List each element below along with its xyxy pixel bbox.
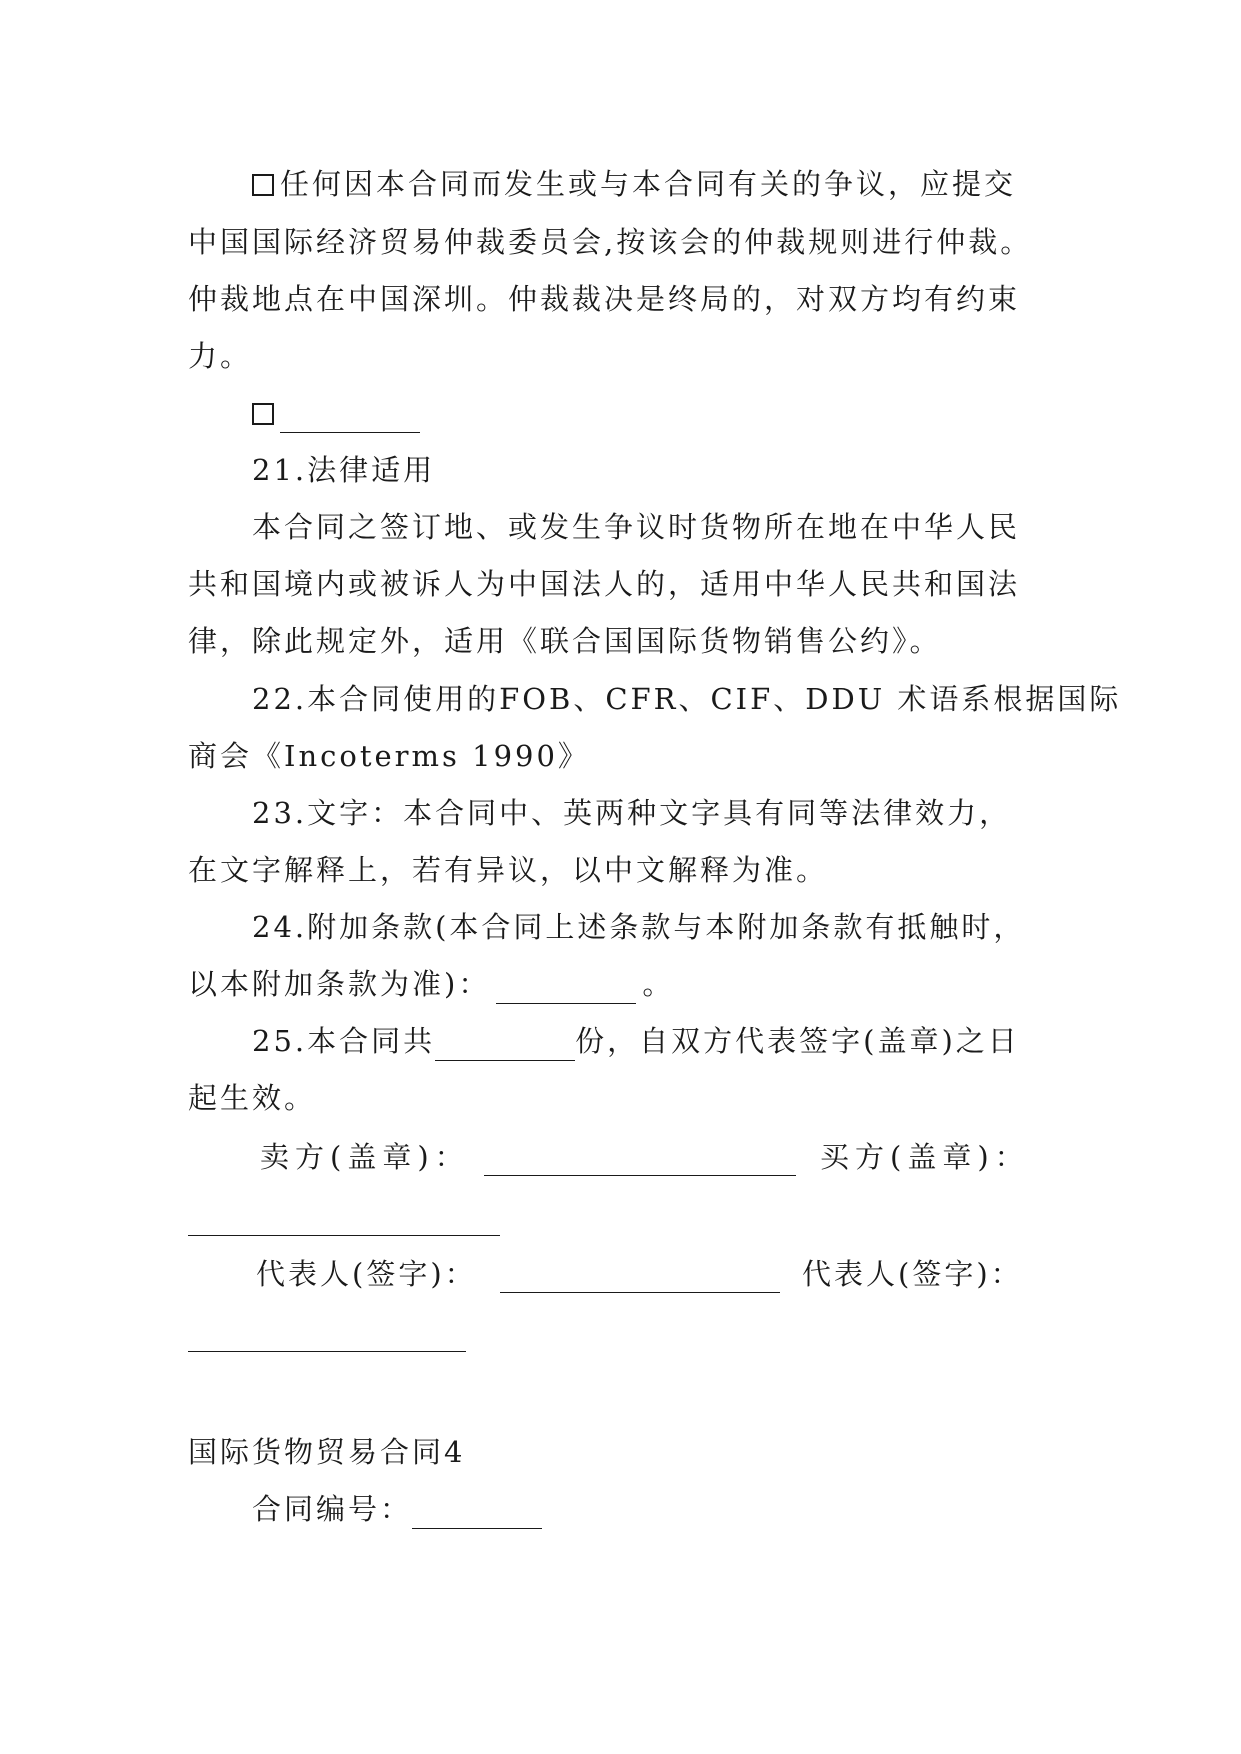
clause-25-prefix: 25.本合同共 <box>252 1024 436 1058</box>
clause-23-line-1: 23.文字：本合同中、英两种文字具有同等法律效力， <box>252 796 1012 830</box>
clause-24-line-2 <box>188 964 674 1004</box>
arbitration-option-1-text: 任何因本合同而发生或与本合同有关的争议，应提交 <box>280 167 1017 201</box>
clause-24-line-1: 24.附加条款(本合同上述条款与本附加条款有抵触时， <box>252 910 1026 944</box>
contract-number-line <box>252 1489 542 1529</box>
arbitration-line-4: 力。 <box>188 339 253 373</box>
seller-seal-field[interactable] <box>484 1175 796 1176</box>
clause-21-line-3: 律，除此规定外，适用《联合国国际货物销售公约》。 <box>188 624 942 658</box>
clause-22-line-1: 22.本合同使用的FOB、CFR、CIF、DDU 术语系根据国际 <box>252 682 1122 716</box>
clause-23-line-2: 在文字解释上，若有异议，以中文解释为准。 <box>188 853 829 887</box>
clause-22-line-2: 商会《Incoterms 1990》 <box>188 739 590 773</box>
clause-21-heading: 21.法律适用 <box>252 453 436 487</box>
buyer-rep-field[interactable] <box>188 1351 466 1352</box>
checkbox-icon[interactable] <box>252 174 274 196</box>
clause-21-line-1: 本合同之签订地、或发生争议时货物所在地在中华人民 <box>252 510 1021 544</box>
contract-number-field[interactable] <box>412 1500 542 1529</box>
clause-25-suffix: 份，自双方代表签字(盖章)之日 <box>575 1024 1020 1058</box>
buyer-seal-label: 买方(盖章)： <box>820 1140 1030 1174</box>
additional-terms-field[interactable] <box>496 975 636 1004</box>
seller-seal-label: 卖方(盖章)： <box>260 1140 470 1174</box>
arbitration-line-2: 中国国际经济贸易仲裁委员会,按该会的仲裁规则进行仲裁。 <box>188 225 1033 259</box>
clause-21-line-2: 共和国境内或被诉人为中国法人的，适用中华人民共和国法 <box>188 567 1021 601</box>
clause-25-line-2: 起生效。 <box>188 1081 317 1115</box>
seller-rep-field[interactable] <box>500 1292 780 1293</box>
checkbox-icon[interactable] <box>252 403 274 425</box>
buyer-seal-field[interactable] <box>188 1235 500 1236</box>
arbitration-line-3: 仲裁地点在中国深圳。仲裁裁决是终局的，对双方均有约束 <box>188 282 1021 316</box>
buyer-rep-label: 代表人(签字)： <box>802 1257 1023 1291</box>
contract-number-label: 合同编号： <box>252 1492 413 1526</box>
next-document-title: 国际货物贸易合同4 <box>188 1435 466 1469</box>
clause-24-suffix: 。 <box>642 967 675 1001</box>
seller-rep-label: 代表人(签字)： <box>256 1257 477 1291</box>
clause-25-line-1 <box>252 1021 1020 1061</box>
arbitration-option-1 <box>252 164 1016 204</box>
clause-24-prefix: 以本附加条款为准)： <box>188 967 491 1001</box>
arbitration-option-2 <box>252 393 426 433</box>
copies-count-field[interactable] <box>435 1032 575 1061</box>
arbitration-blank-field[interactable] <box>280 404 420 433</box>
